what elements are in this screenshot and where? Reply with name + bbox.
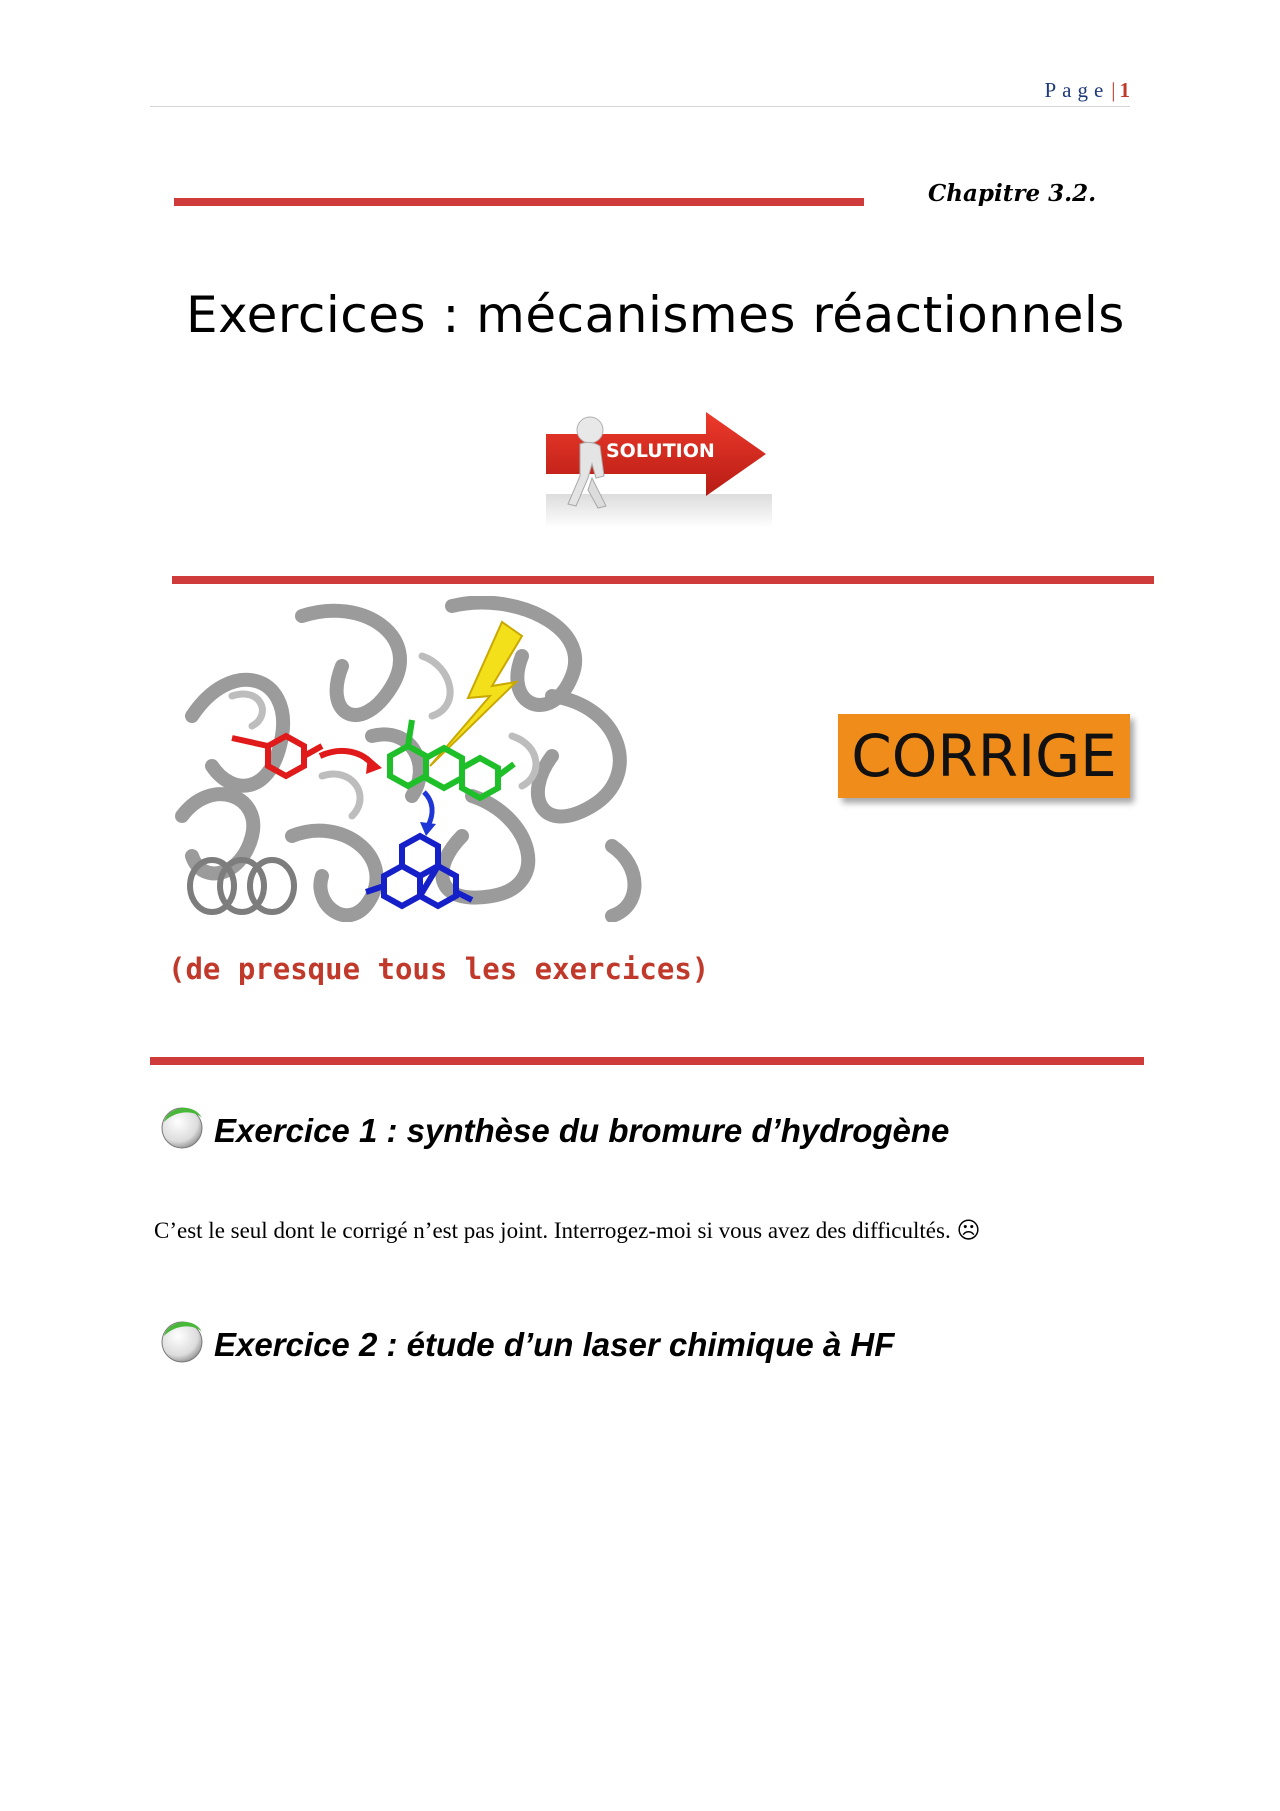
page-separator: | xyxy=(1111,78,1116,102)
page-header xyxy=(150,70,1130,107)
page-number xyxy=(1044,78,1130,103)
solution-label: SOLUTION xyxy=(606,440,715,462)
exercise-2-title: Exercice 2 : étude d’un laser chimique à HF xyxy=(214,1326,895,1363)
top-rule xyxy=(174,198,864,206)
green-ball-bullet-icon xyxy=(158,1314,208,1364)
section-rule xyxy=(172,576,1154,584)
exercise-1-heading xyxy=(158,1100,949,1150)
protein-structure-icon xyxy=(172,596,654,922)
page-title: Exercices : mécanismes réactionnels xyxy=(186,286,1125,344)
exercise-1-text: C’est le seul dont le corrigé n’est pas joint. Interrogez-moi si vous avez des difficultés. ☹ xyxy=(154,1218,981,1243)
protein-illustration xyxy=(172,596,654,922)
solution-arrow-icon xyxy=(546,406,772,528)
solution-banner xyxy=(546,406,772,528)
page-label: Page xyxy=(1044,78,1110,102)
exercise-1-title: Exercice 1 : synthèse du bromure d’hydrogène xyxy=(214,1112,950,1149)
exercise-2-heading xyxy=(158,1314,894,1364)
chapter-label: Chapitre 3.2. xyxy=(928,180,1097,207)
corrige-button: CORRIGE xyxy=(838,714,1130,798)
illustration-caption: (de presque tous les exercices) xyxy=(168,952,710,986)
section-rule-2 xyxy=(150,1057,1144,1065)
page-number-value: 1 xyxy=(1119,78,1130,102)
green-ball-bullet-icon xyxy=(158,1100,208,1150)
